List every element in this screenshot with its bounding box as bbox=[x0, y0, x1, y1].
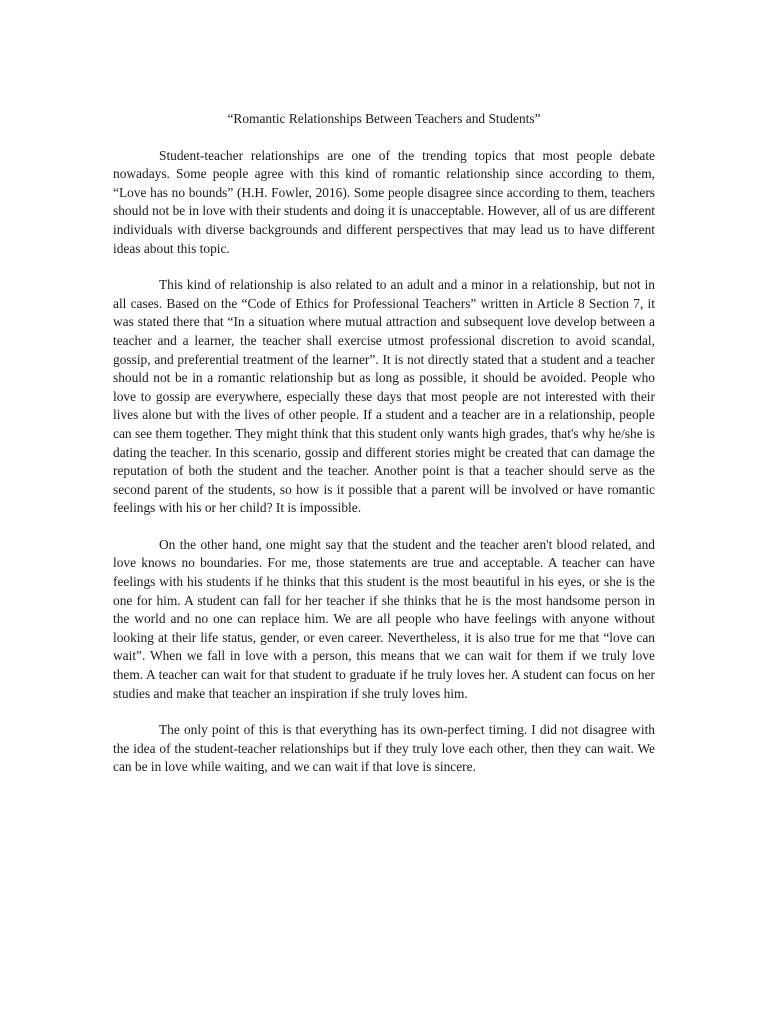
paragraph-other-hand: On the other hand, one might say that the student and the teacher aren't blood related, and love knows no boundaries. For me, those statements are true and acceptable. A teacher can have feelings with his students if he thinks that this student is the most beautiful in his eyes, or she is the one for him. A student can fall for her teacher if she thinks that he is the most handsome person in the world and no one can replace him. We are all people who have feelings with anyone without looking at their life status, gender, or even career. Nevertheless, it is also true for me that “love can wait”. When we fall in love with a person, this means that we can wait for them if we truly love them. A teacher can wait for that student to graduate if he truly loves her. A student can focus on her studies and make that teacher an inspiration if she truly loves him. bbox=[113, 536, 655, 701]
paragraph-conclusion: The only point of this is that everything has its own-perfect timing. I did not disagree with the idea of the student-teacher relationships but if they truly love each other, then they can wait. We can be in love while waiting, and we can wait if that love is sincere. bbox=[113, 722, 655, 775]
paragraph-code-of-ethics: This kind of relationship is also related to an adult and a minor in a relationship, but not in all cases. Based on the “Code of Ethics for Professional Teachers” written in Article 8 Section 7, it was stated there that “In a situation where mutual attraction and subsequent love develop between a teacher and a learner, the teacher shall exercise utmost professional discretion to avoid scandal, gossip, and preferential treatment of the learner”. It is not directly stated that a student and a teacher should not be in a romantic relationship but as long as possible, it should be avoided. People who love to gossip are everywhere, especially these days that most people are not interested with their lives alone but with the lives of other people. If a student and a teacher are in a relationship, people can see them together. They might think that this student only wants high grades, that's why he/she is dating the teacher. In this scenario, gossip and different stories might be created that can damage the reputation of both the student and the teacher. Another point is that a teacher should serve as the second parent of the students, so how is it possible that a parent will be involved or have romantic feelings with his or her child? It is impossible. bbox=[113, 277, 655, 516]
document-body bbox=[113, 110, 655, 795]
document-title: “Romantic Relationships Between Teachers and Students” bbox=[227, 111, 541, 126]
paragraph-intro: Student-teacher relationships are one of the trending topics that most people debate nowadays. Some people agree with this kind of romantic relationship since according to them, “Love has no bounds” (H.H. Fowler, 2016). Some people disagree since according to them, teachers should not be in love with their students and doing it is unacceptable. However, all of us are different individuals with diverse backgrounds and different perspectives that may lead us to have different ideas about this topic. bbox=[113, 147, 655, 256]
